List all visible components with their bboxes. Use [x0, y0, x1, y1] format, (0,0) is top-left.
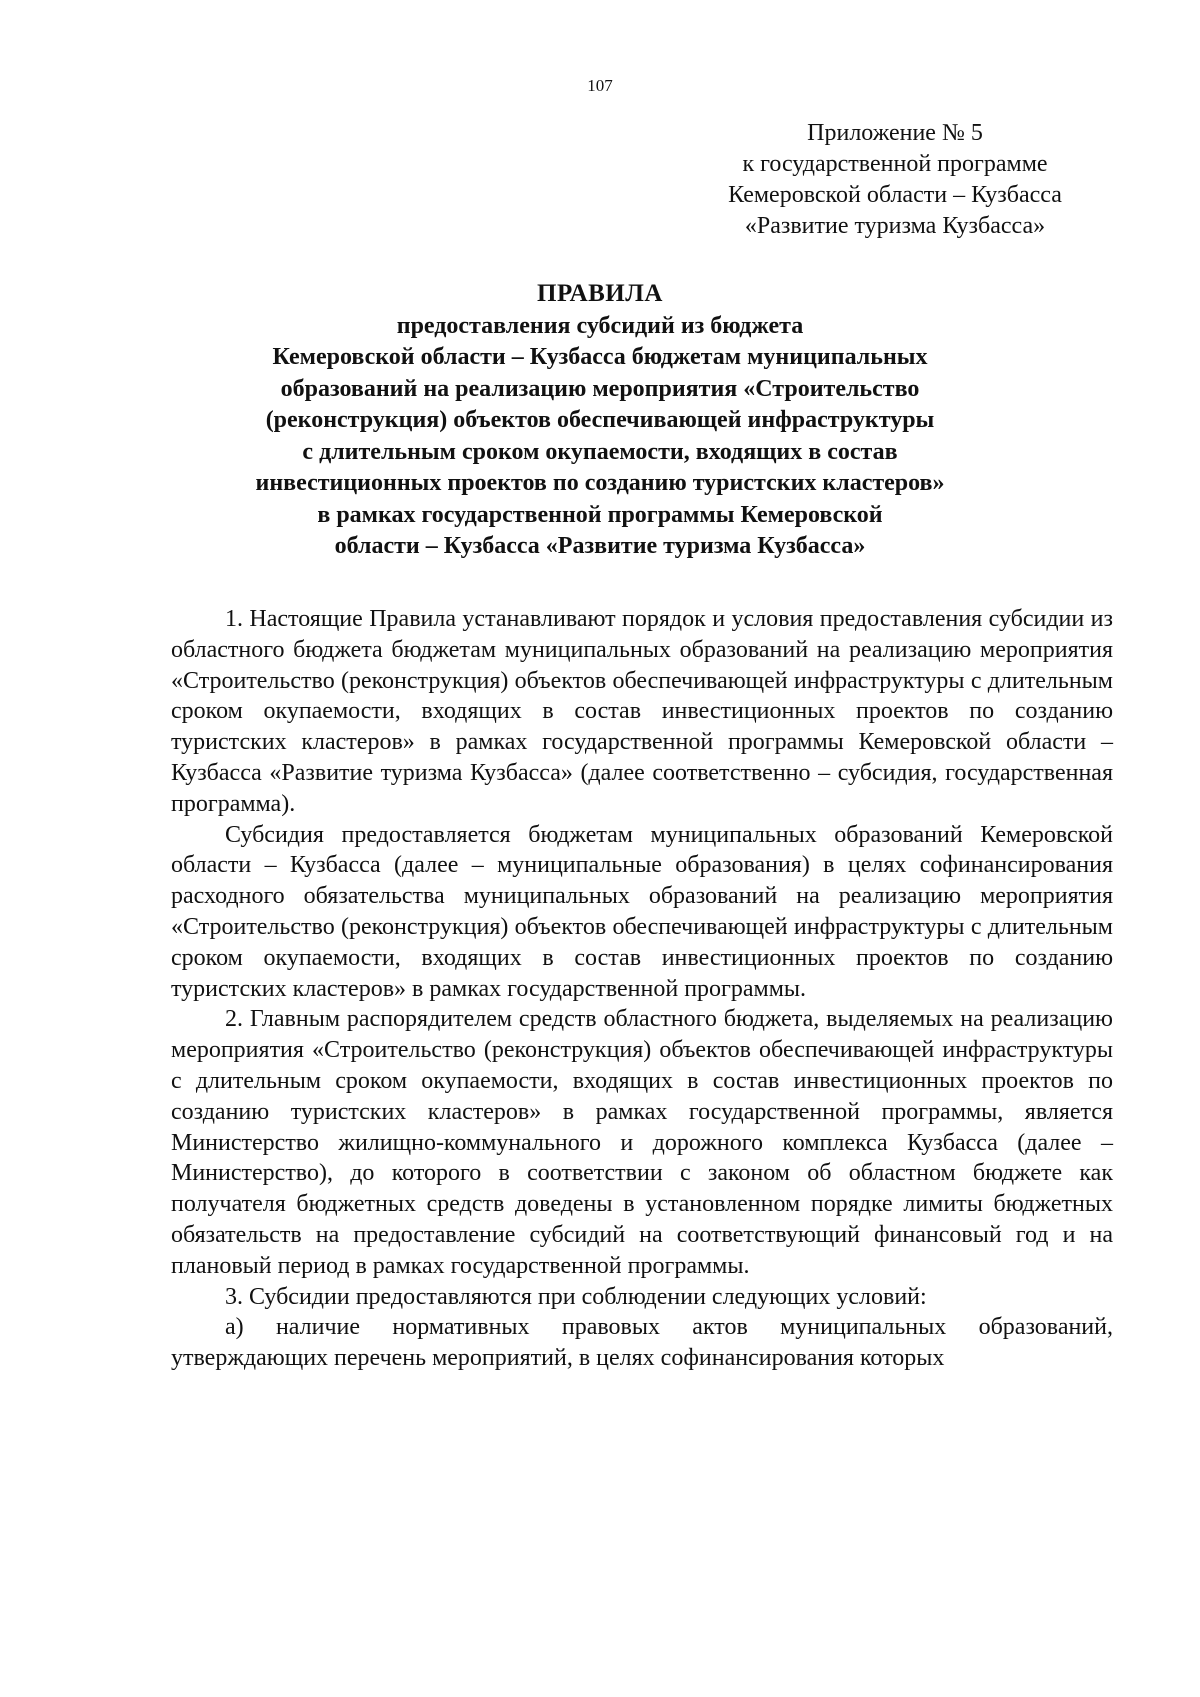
- title-line: (реконструкция) объектов обеспечивающей инфраструктуры: [265, 407, 935, 433]
- appendix-line: «Развитие туризма Кузбасса»: [744, 213, 1046, 239]
- title-line: инвестиционных проектов по созданию туристских кластеров»: [255, 470, 945, 496]
- paragraph: Субсидия предоставляется бюджетам муниципальных образований Кемеровской области – Кузбасса (далее – муниципальные образования) в целях софинансирования расходного обязательства муниципальных образований на реализацию мероприятия «Строительство (реконструкция) объектов обеспечивающей инфраструктуры с длительным сроком окупаемости, входящих в состав инвестиционных проектов по созданию туристских кластеров» в рамках государственной программы.: [171, 821, 1113, 1002]
- paragraph: 1. Настоящие Правила устанавливают порядок и условия предоставления субсидии из областного бюджета бюджетам муниципальных образований на реализацию мероприятия «Строительство (реконструкция) объектов обеспечивающей инфраструктуры с длительным сроком окупаемости, входящих в состав инвестиционных проектов по созданию туристских кластеров» в рамках государственной программы Кемеровской области – Кузбасса «Развитие туризма Кузбасса» (далее соответственно – субсидия, государственная программа).: [171, 606, 1113, 817]
- appendix-line: Приложение № 5: [807, 120, 983, 146]
- page-number: 107: [587, 76, 613, 95]
- title-line: области – Кузбасса «Развитие туризма Кузбасса»: [334, 533, 866, 559]
- paragraph: а) наличие нормативных правовых актов муниципальных образований, утверждающих перечень мероприятий, в целях софинансирования которых: [171, 1314, 1113, 1372]
- title-line: Кемеровской области – Кузбасса бюджетам муниципальных: [272, 344, 928, 370]
- title-heading: ПРАВИЛА: [537, 280, 663, 307]
- title-line: предоставления субсидий из бюджета: [396, 312, 804, 339]
- title-line: с длительным сроком окупаемости, входящих в состав: [302, 438, 898, 465]
- title-line: образований на реализацию мероприятия «Строительство: [280, 375, 920, 402]
- title-line: в рамках государственной программы Кемеровской: [317, 501, 883, 528]
- document-body: [171, 604, 1113, 1374]
- document-title: [150, 278, 1050, 563]
- paragraph: 2. Главным распорядителем средств областного бюджета, выделяемых на реализацию мероприятия «Строительство (реконструкция) объектов обеспечивающей инфраструктуры с длительным сроком окупаемости, входящих в состав инвестиционных проектов по созданию туристских кластеров» в рамках государственной программы, является Министерство жилищно-коммунального и дорожного комплекса Кузбасса (далее – Министерство), до которого в соответствии с законом об областном бюджете как получателя бюджетных средств доведены в установленном порядке лимиты бюджетных обязательств на предоставление субсидий на соответствующий финансовый год и на плановый период в рамках государственной программы.: [171, 1006, 1113, 1279]
- paragraph: 3. Субсидии предоставляются при соблюдении следующих условий:: [225, 1283, 927, 1310]
- appendix-line: к государственной программе: [742, 151, 1048, 177]
- appendix-line: Кемеровской области – Кузбасса: [728, 182, 1062, 208]
- appendix-header: [690, 118, 1100, 242]
